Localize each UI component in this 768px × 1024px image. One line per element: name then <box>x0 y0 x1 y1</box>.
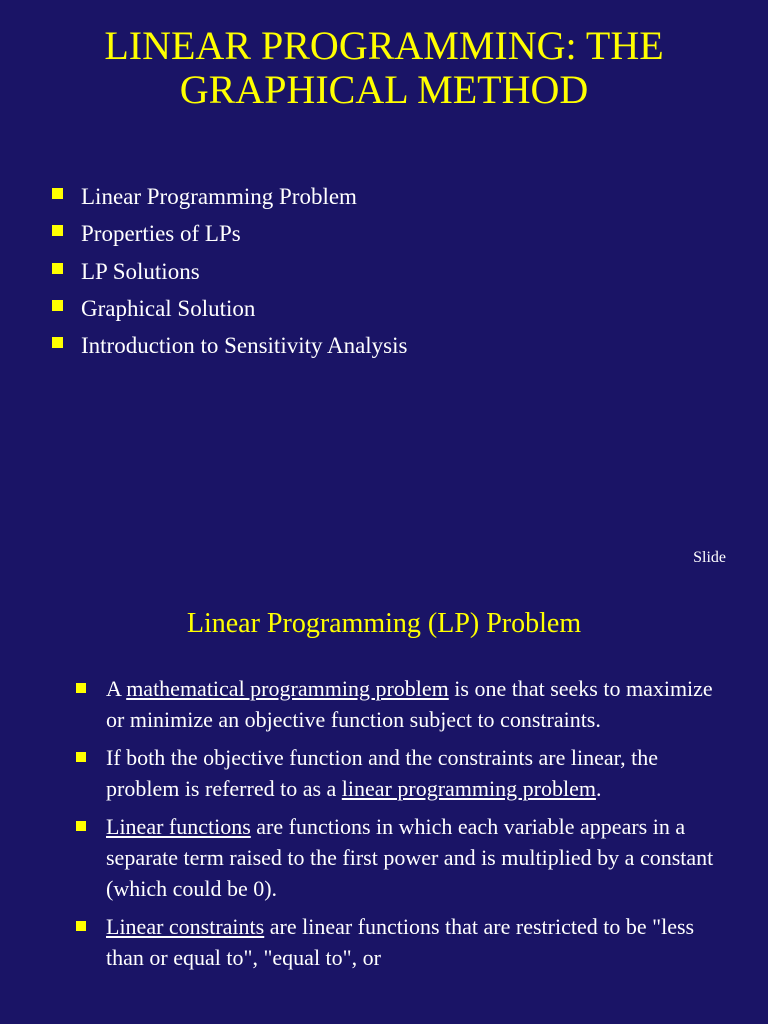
bullet-text-post: . <box>595 776 602 801</box>
list-item <box>76 911 716 973</box>
bullet-text: Graphical Solution <box>81 295 256 321</box>
key-term: Linear functions <box>106 814 251 839</box>
slide-1-title: LINEAR PROGRAMMING: THE GRAPHICAL METHOD <box>104 23 664 112</box>
list-item <box>76 811 716 904</box>
bullet-text: Linear Programming Problem <box>81 184 357 209</box>
square-bullet-icon <box>76 683 86 693</box>
key-term: linear programming problem <box>341 776 596 801</box>
slide-footer-label: Slide <box>693 549 726 566</box>
list-item <box>52 292 407 329</box>
square-bullet-icon <box>76 921 86 931</box>
bullet-text-pre: A <box>106 676 127 701</box>
list-item <box>76 742 716 804</box>
key-term: mathematical programming problem <box>126 676 449 701</box>
list-item <box>52 217 407 254</box>
square-bullet-icon <box>52 225 63 236</box>
list-item <box>52 180 407 217</box>
bullet-text: Introduction to Sensitivity Analysis <box>81 333 408 359</box>
square-bullet-icon <box>52 337 63 348</box>
bullet-text: Properties of LPs <box>81 221 241 247</box>
slide-2-bullet-list <box>76 673 716 980</box>
bullet-text-post: is one that seeks to maximize or minimize an objective function subject to constraints. <box>106 676 713 732</box>
list-item <box>52 255 407 292</box>
square-bullet-icon <box>52 300 63 311</box>
key-term: Linear constraints <box>106 914 265 939</box>
bullet-text-pre: If both the objective function and the constraints are linear, the problem is referred to as a <box>106 745 658 801</box>
square-bullet-icon <box>52 188 63 199</box>
bullet-text-post: are linear functions that are restricted to be "less than or equal to", "equal to", or <box>106 914 695 970</box>
square-bullet-icon <box>52 263 63 274</box>
square-bullet-icon <box>76 752 86 762</box>
bullet-text-post: are functions in which each variable appears in a separate term raised to the first power and is multiplied by a constant (which could be 0). <box>106 814 714 901</box>
list-item <box>76 673 716 735</box>
slide-1-bullet-list <box>52 180 407 366</box>
slide-2 <box>0 580 768 1024</box>
slide-2-title: Linear Programming (LP) Problem <box>186 608 582 639</box>
list-item <box>52 329 407 366</box>
square-bullet-icon <box>76 821 86 831</box>
bullet-text: LP Solutions <box>81 258 200 284</box>
